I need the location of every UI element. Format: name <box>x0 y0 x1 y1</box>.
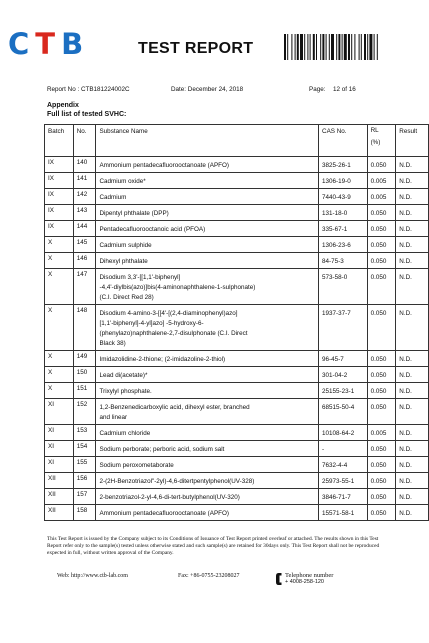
report-date: Date: December 24, 2018 <box>171 86 244 93</box>
cell-sub: Pentadecafluorooctanoic acid (PFOA) <box>96 221 319 237</box>
cell-rl: 0.050 <box>367 457 396 473</box>
page-number: 12 of 16 <box>333 86 356 93</box>
cell-batch: XII <box>45 473 74 489</box>
cell-sub: Cadmium oxide* <box>96 173 319 189</box>
cell-sub: Cadmium chloride <box>96 425 319 441</box>
cell-no: 146 <box>73 253 96 269</box>
cell-batch: IX <box>45 173 74 189</box>
cell-sub: Sodium peroxometaborate <box>96 457 319 473</box>
cell-res: N.D. <box>396 367 429 383</box>
barcode-icon <box>284 34 416 60</box>
cell-sub: Disodium 3,3'-[[1,1'-biphenyl] -4,4'-diylbis(azo)]bis(4-aminonaphthalene-1-sulphonate) (C.I. Direct Red 28) <box>96 269 319 305</box>
table-header-row <box>45 125 429 157</box>
cell-batch: IX <box>45 157 74 173</box>
cell-batch: XI <box>45 399 74 425</box>
cell-no: 158 <box>73 505 96 521</box>
cell-rl: 0.050 <box>367 221 396 237</box>
section-title: Appendix <box>47 102 79 109</box>
cell-no: 151 <box>73 383 96 399</box>
cell-res: N.D. <box>396 189 429 205</box>
cell-no: 144 <box>73 221 96 237</box>
header-result: Result <box>396 125 429 157</box>
cell-sub: Disodium 4-amino-3-[[4'-[(2,4-diaminophenyl)azo] [1,1'-biphenyl]-4-yl]azo] -5-hydroxy-6- (phenylazo)naphthalene-2,7-disulphonate (C.I. Direct Black 38) <box>96 305 319 351</box>
cell-batch: XII <box>45 505 74 521</box>
cell-batch: X <box>45 237 74 253</box>
telephone-block <box>285 572 333 586</box>
cell-res: N.D. <box>396 269 429 305</box>
header-cas: CAS No. <box>319 125 368 157</box>
cell-batch: XI <box>45 457 74 473</box>
cell-batch: X <box>45 351 74 367</box>
cell-rl: 0.050 <box>367 489 396 505</box>
cell-batch: X <box>45 367 74 383</box>
table-row <box>45 269 429 305</box>
website-text: Web: http://www.ctb-lab.com <box>57 573 128 579</box>
cell-rl: 0.050 <box>367 505 396 521</box>
cell-rl: 0.050 <box>367 399 396 425</box>
cell-sub: 2-benzotriazol-2-yl-4,6-di-tert-butylphenol(UV-320) <box>96 489 319 505</box>
cell-sub: 1,2-Benzenedicarboxylic acid, dihexyl ester, branched and linear <box>96 399 319 425</box>
table-row <box>45 399 429 425</box>
cell-no: 140 <box>73 157 96 173</box>
cell-sub: Imidazolidine-2-thione; (2-imidazoline-2-thiol) <box>96 351 319 367</box>
table-row <box>45 237 429 253</box>
cell-batch: IX <box>45 189 74 205</box>
cell-res: N.D. <box>396 425 429 441</box>
fax-text: Fax: +86-0755-23208027 <box>178 573 240 579</box>
cell-sub: Cadmium sulphide <box>96 237 319 253</box>
cell-res: N.D. <box>396 505 429 521</box>
cell-no: 147 <box>73 269 96 305</box>
cell-cas: 335-67-1 <box>319 221 368 237</box>
header-batch: Batch <box>45 125 74 157</box>
cell-res: N.D. <box>396 383 429 399</box>
table-row <box>45 473 429 489</box>
telephone-icon <box>275 572 283 586</box>
cell-batch: IX <box>45 221 74 237</box>
cell-sub: Ammonium pentadecafluorooctanoate (APFO) <box>96 505 319 521</box>
cell-rl: 0.050 <box>367 305 396 351</box>
cell-rl: 0.005 <box>367 173 396 189</box>
cell-no: 143 <box>73 205 96 221</box>
cell-cas: 1306-19-0 <box>319 173 368 189</box>
cell-cas: 96-45-7 <box>319 351 368 367</box>
cell-cas: 7440-43-9 <box>319 189 368 205</box>
company-logo: CTB <box>8 27 90 61</box>
cell-batch: X <box>45 383 74 399</box>
cell-no: 153 <box>73 425 96 441</box>
header-rl: RL (%) <box>367 125 396 157</box>
svhc-table <box>44 124 429 521</box>
cell-res: N.D. <box>396 221 429 237</box>
cell-res: N.D. <box>396 237 429 253</box>
cell-rl: 0.005 <box>367 189 396 205</box>
cell-rl: 0.050 <box>367 269 396 305</box>
cell-res: N.D. <box>396 441 429 457</box>
telephone-label: Telephone number <box>285 572 334 579</box>
table-row <box>45 221 429 237</box>
cell-rl: 0.050 <box>367 253 396 269</box>
cell-sub: Dihexyl phthalate <box>96 253 319 269</box>
header-substance: Substance Name <box>96 125 319 157</box>
table-row <box>45 367 429 383</box>
cell-cas: 1937-37-7 <box>319 305 368 351</box>
cell-res: N.D. <box>396 457 429 473</box>
cell-sub: Sodium perborate; perboric acid, sodium salt <box>96 441 319 457</box>
cell-no: 150 <box>73 367 96 383</box>
cell-res: N.D. <box>396 351 429 367</box>
table-row <box>45 351 429 367</box>
cell-batch: X <box>45 269 74 305</box>
cell-batch: IX <box>45 205 74 221</box>
cell-batch: X <box>45 253 74 269</box>
table-row <box>45 489 429 505</box>
cell-res: N.D. <box>396 157 429 173</box>
cell-cas: 68515-50-4 <box>319 399 368 425</box>
table-row <box>45 173 429 189</box>
telephone-number: + 4008-258-120 <box>285 579 324 585</box>
cell-res: N.D. <box>396 253 429 269</box>
cell-sub: Trixylyl phosphate. <box>96 383 319 399</box>
cell-batch: X <box>45 305 74 351</box>
cell-sub: Ammonium pentadecafluorooctanoate (APFO) <box>96 157 319 173</box>
cell-cas: 131-18-0 <box>319 205 368 221</box>
report-title: TEST REPORT <box>138 40 254 57</box>
cell-batch: XI <box>45 425 74 441</box>
header-no: No. <box>73 125 96 157</box>
cell-rl: 0.050 <box>367 441 396 457</box>
cell-rl: 0.050 <box>367 351 396 367</box>
table-row <box>45 505 429 521</box>
cell-cas: 84-75-3 <box>319 253 368 269</box>
page-label: Page: <box>309 86 326 93</box>
table-row <box>45 383 429 399</box>
cell-rl: 0.005 <box>367 425 396 441</box>
cell-sub: 2-(2H-Benzotriazol"-2yl)-4,6-ditertpentylphenol(UV-328) <box>96 473 319 489</box>
cell-cas: 25973-55-1 <box>319 473 368 489</box>
cell-no: 156 <box>73 473 96 489</box>
cell-res: N.D. <box>396 305 429 351</box>
cell-batch: XII <box>45 489 74 505</box>
cell-res: N.D. <box>396 489 429 505</box>
cell-cas: 7632-4-4 <box>319 457 368 473</box>
disclaimer-text: This Test Report is issued by the Company subject to its Conditions of Issuance of Test Report printed overleaf or attached. The results shown in this Test Report refer only to the sample(s) tested unless otherwise stated and such sample(s) are retained for 30days only. This Test Report shall not be reproduced expected in full, without written approval of the Company. <box>47 536 380 557</box>
cell-rl: 0.050 <box>367 383 396 399</box>
cell-no: 142 <box>73 189 96 205</box>
cell-res: N.D. <box>396 399 429 425</box>
cell-sub: Lead di(acetate)* <box>96 367 319 383</box>
cell-no: 148 <box>73 305 96 351</box>
table-row <box>45 457 429 473</box>
cell-cas: 3846-71-7 <box>319 489 368 505</box>
cell-no: 145 <box>73 237 96 253</box>
cell-no: 149 <box>73 351 96 367</box>
cell-cas: 25155-23-1 <box>319 383 368 399</box>
cell-no: 152 <box>73 399 96 425</box>
cell-rl: 0.050 <box>367 157 396 173</box>
table-row <box>45 157 429 173</box>
table-row <box>45 253 429 269</box>
cell-sub: Dipentyl phthalate (DPP) <box>96 205 319 221</box>
table-row <box>45 189 429 205</box>
cell-res: N.D. <box>396 473 429 489</box>
cell-cas: 1306-23-6 <box>319 237 368 253</box>
cell-no: 157 <box>73 489 96 505</box>
cell-cas: 10108-64-2 <box>319 425 368 441</box>
cell-cas: - <box>319 441 368 457</box>
cell-cas: 15571-58-1 <box>319 505 368 521</box>
cell-res: N.D. <box>396 205 429 221</box>
cell-cas: 3825-26-1 <box>319 157 368 173</box>
cell-batch: XI <box>45 441 74 457</box>
report-number: Report No : CTB181224002C <box>47 86 130 93</box>
cell-rl: 0.050 <box>367 205 396 221</box>
cell-rl: 0.050 <box>367 473 396 489</box>
section-subtitle: Full list of tested SVHC: <box>47 111 127 118</box>
cell-no: 141 <box>73 173 96 189</box>
cell-sub: Cadmium <box>96 189 319 205</box>
cell-no: 154 <box>73 441 96 457</box>
cell-cas: 301-04-2 <box>319 367 368 383</box>
table-row <box>45 425 429 441</box>
cell-rl: 0.050 <box>367 237 396 253</box>
cell-cas: 573-58-0 <box>319 269 368 305</box>
table-row <box>45 441 429 457</box>
cell-res: N.D. <box>396 173 429 189</box>
table-row <box>45 305 429 351</box>
cell-rl: 0.050 <box>367 367 396 383</box>
table-row <box>45 205 429 221</box>
cell-no: 155 <box>73 457 96 473</box>
